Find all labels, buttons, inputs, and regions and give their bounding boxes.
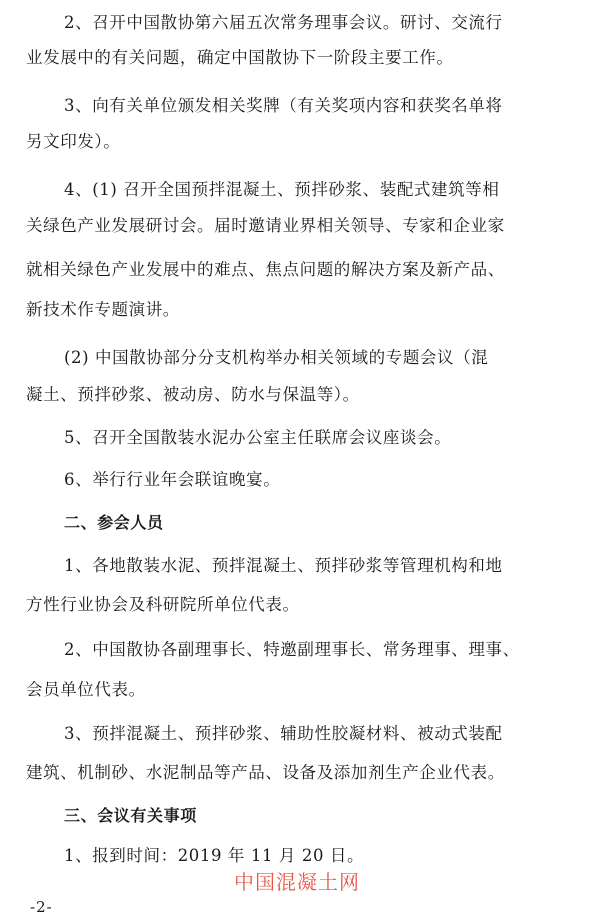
text-line: 建筑、机制砂、水泥制品等产品、设备及添加剂生产企业代表。 [26, 763, 505, 782]
text-line: 3、预拌混凝土、预拌砂浆、辅助性胶凝材料、被动式装配 [64, 724, 503, 743]
text-line: 新技术作专题演讲。 [26, 300, 180, 319]
text-line: 1、各地散装水泥、预拌混凝土、预拌砂浆等管理机构和地 [64, 556, 503, 575]
text-line: 凝土、预拌砂浆、被动房、防水与保温等）。 [26, 385, 360, 404]
text-line: 关绿色产业发展研讨会。届时邀请业界相关领导、专家和企业家 [26, 216, 505, 235]
text-line: 2、召开中国散协第六届五次常务理事会议。研讨、交流行 [64, 13, 503, 32]
section-heading: 三、会议有关事项 [64, 806, 197, 825]
section-heading: 二、参会人员 [64, 513, 164, 532]
text-line: 方性行业协会及科研院所单位代表。 [26, 595, 300, 614]
watermark-logo: 中国混凝土网 [234, 870, 360, 894]
text-line: 6、举行行业年会联谊晚宴。 [64, 470, 281, 489]
text-line: 4、(1) 召开全国预拌混凝土、预拌砂浆、装配式建筑等相 [64, 180, 500, 199]
text-line: 2、中国散协各副理事长、特邀副理事长、常务理事、理事、 [64, 640, 520, 659]
text-line: 3、向有关单位颁发相关奖牌（有关奖项内容和获奖名单将 [64, 96, 503, 115]
text-line: 业发展中的有关问题，确定中国散协下一阶段主要工作。 [26, 48, 454, 67]
text-line: 另文印发）。 [26, 132, 121, 151]
text-line: (2) 中国散协部分分支机构举办相关领域的专题会议（混 [64, 348, 489, 367]
text-line: 会员单位代表。 [26, 680, 146, 699]
text-line: 就相关绿色产业发展中的难点、焦点问题的解决方案及新产品、 [26, 260, 505, 279]
page-number: -2- [30, 898, 53, 916]
text-line: 1、报到时间：2019 年 11 月 20 日。 [64, 846, 365, 865]
text-line: 5、召开全国散装水泥办公室主任联席会议座谈会。 [64, 428, 452, 447]
